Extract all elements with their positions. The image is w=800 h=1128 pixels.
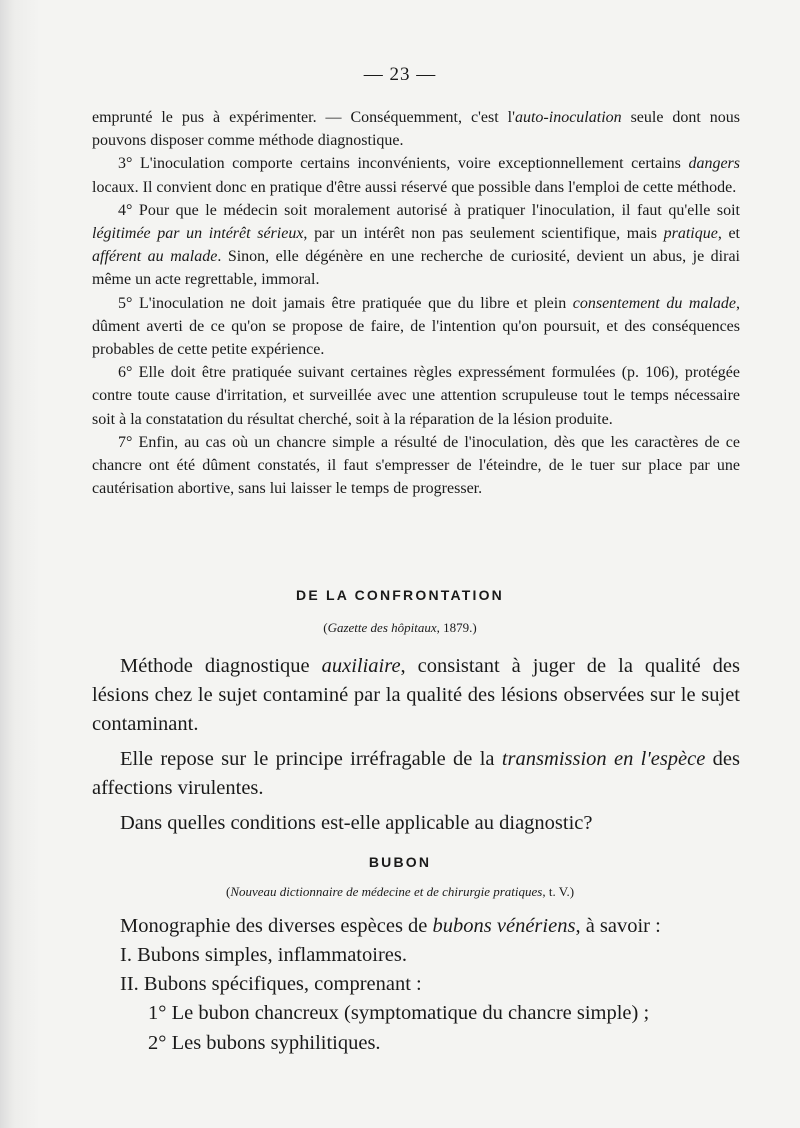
confrontation-paragraph-1: Méthode diagnostique auxiliaire, consistant à juger de la qualité des lésions chez le sujet contaminé par la qualité des lésions observées sur le sujet contaminant. [92, 655, 740, 735]
section-title-confrontation: DE LA CONFRONTATION [296, 587, 504, 603]
numbered-rules [92, 106, 740, 500]
paragraph-rule-3: 3° L'inoculation comporte certains inconvénients, voire exceptionnellement certains dangers locaux. Il convient donc en pratique d'être aussi réservé que possible dans l'emploi de cette méthode. [92, 155, 740, 196]
paragraph-rule-6: 6° Elle doit être pratiquée suivant certaines règles expressément formulées (p. 106), protégée contre toute cause d'irritation, et surveillée avec une attention scrupuleuse tout le temps nécessaire soit à la constatation du résultat cherché, soit à la réparation de la lésion produite. [92, 364, 740, 428]
source-citation-confrontation: (Gazette des hôpitaux, 1879.) [323, 620, 477, 635]
source-citation-bubon: (Nouveau dictionnaire de médecine et de chirurgie pratiques, t. V.) [225, 884, 575, 899]
confrontation-text [92, 652, 740, 838]
paragraph-1: emprunté le pus à expérimenter. — Conséquemment, c'est l'auto-inoculation seule dont nous pouvons disposer comme méthode diagnostique. [92, 109, 741, 150]
confrontation-paragraph-3: Dans quelles conditions est-elle applicable au diagnostic? [120, 812, 593, 834]
list-item-syphilitic-bubons: 2° Les bubons syphilitiques. [148, 1032, 381, 1054]
page-number: — 23 — [363, 64, 437, 85]
list-item-chancrous-bubon: 1° Le bubon chancreux (symptomatique du chancre simple) ; [148, 1002, 650, 1024]
section-title-bubon: BUBON [368, 854, 432, 870]
paragraph-rule-4: 4° Pour que le médecin soit moralement autorisé à pratiquer l'inoculation, il faut qu'elle soit légitimée par un intérêt sérieux, par un intérêt non pas seulement scientifique, mais pratique, et afférent au malade. Sinon, elle dégénère en une recherche de curiosité, devient un abus, je dirai même un acte regrettable, immoral. [92, 201, 741, 289]
list-item-simple-bubons: I. Bubons simples, inflammatoires. [120, 944, 407, 966]
list-item-specific-bubons: II. Bubons spécifiques, comprenant : [120, 973, 422, 995]
bubon-paragraph-1: Monographie des diverses espèces de bubons vénériens, à savoir : [120, 915, 661, 937]
bubon-intro [92, 912, 740, 941]
confrontation-paragraph-2: Elle repose sur le principe irréfragable de la transmission en l'espèce des affections virulentes. [92, 748, 741, 799]
paragraph-rule-7: 7° Enfin, au cas où un chancre simple a résulté de l'inoculation, dès que les caractères de ce chancre ont été dûment constatés, il faut s'empresser de l'éteindre, de le tuer sur place par une cautérisation abortive, sans lui laisser le temps de progresser. [92, 433, 740, 498]
paragraph-rule-5: 5° L'inoculation ne doit jamais être pratiquée que du libre et plein consentement du malade, dûment averti de ce qu'on se propose de faire, de l'intention qu'on poursuit, et des conséquences probables de cette petite expérience. [92, 294, 740, 359]
